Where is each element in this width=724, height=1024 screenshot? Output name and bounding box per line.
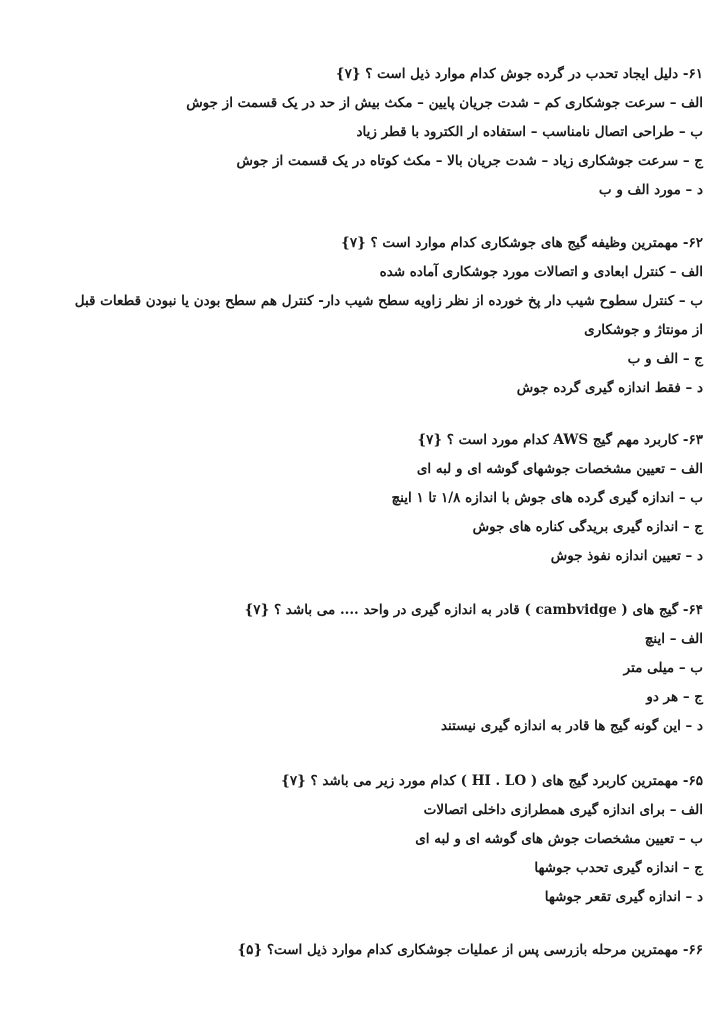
- question-title: ۶۳- کاربرد مهم گیج AWS کدام مورد است ؟ {۷}: [417, 432, 703, 448]
- option-alef: الف – تعیین مشخصات جوشهای گوشه ای و لبه ای: [416, 461, 703, 477]
- question-64: [40, 596, 703, 741]
- question-65: [40, 767, 703, 912]
- option-jim: ج – الف و ب: [627, 351, 703, 367]
- option-jim: ج – اندازه گیری تحدب جوشها: [534, 860, 703, 876]
- option-be: ب – تعیین مشخصات جوش های گوشه ای و لبه ای: [415, 831, 703, 847]
- option-be: ب – کنترل سطوح شیب دار پخ خورده از نظر زاویه سطح شیب دار- کنترل هم سطح بودن یا نبودن قطعات قبل از مونتاژ و جوشکاری: [74, 293, 703, 338]
- option-dal: د – اندازه گیری تقعر جوشها: [544, 889, 703, 905]
- question-61: [40, 60, 703, 205]
- option-jim: ج – هر دو: [646, 689, 703, 705]
- option-dal: د – تعیین اندازه نفوذ جوش: [550, 548, 703, 564]
- option-jim: ج – اندازه گیری بریدگی کناره های جوش: [472, 519, 703, 535]
- question-title: ۶۱- دلیل ایجاد تحدب در گرده جوش کدام موارد ذیل است ؟ {۷}: [335, 66, 703, 82]
- question-title: ۶۴- گیج های ( cambvidge ) قادر به اندازه گیری در واحد .... می باشد ؟ {۷}: [244, 602, 703, 618]
- option-jim: ج – سرعت جوشکاری زیاد – شدت جریان بالا – مکث کوتاه در یک قسمت از جوش: [236, 153, 703, 169]
- question-title: ۶۵- مهمترین کاربرد گیج های ( HI . LO ) کدام مورد زیر می باشد ؟ {۷}: [281, 773, 703, 789]
- option-alef: الف – برای اندازه گیری همطرازی داخلی اتصالات: [423, 802, 703, 818]
- question-62: [40, 229, 703, 403]
- option-alef: الف – سرعت جوشکاری کم – شدت جریان پایین – مکث بیش از حد در یک قسمت از جوش: [186, 95, 703, 111]
- option-dal: د – این گونه گیج ها قادر به اندازه گیری نیستند: [440, 718, 703, 734]
- option-dal: د – فقط اندازه گیری گرده جوش: [516, 380, 703, 396]
- option-be: ب – اندازه گیری گرده های جوش با اندازه ۱/۸ تا ۱ اینچ: [391, 490, 703, 506]
- option-be: ب – میلی متر: [623, 660, 703, 676]
- option-be: ب – طراحی اتصال نامناسب – استفاده ار الکترود با قطر زیاد: [356, 124, 703, 140]
- question-title: ۶۲- مهمترین وظیفه گیج های جوشکاری کدام موارد است ؟ {۷}: [341, 235, 703, 251]
- question-63: [40, 426, 703, 571]
- question-title: ۶۶- مهمترین مرحله بازرسی پس از عملیات جوشکاری کدام موارد ذیل است؟ {۵}: [237, 942, 703, 958]
- option-alef: الف – اینچ: [644, 631, 703, 647]
- option-alef: الف – کنترل ابعادی و اتصالات مورد جوشکاری آماده شده: [379, 264, 703, 280]
- option-dal: د – مورد الف و ب: [598, 182, 703, 198]
- question-66: [40, 936, 703, 965]
